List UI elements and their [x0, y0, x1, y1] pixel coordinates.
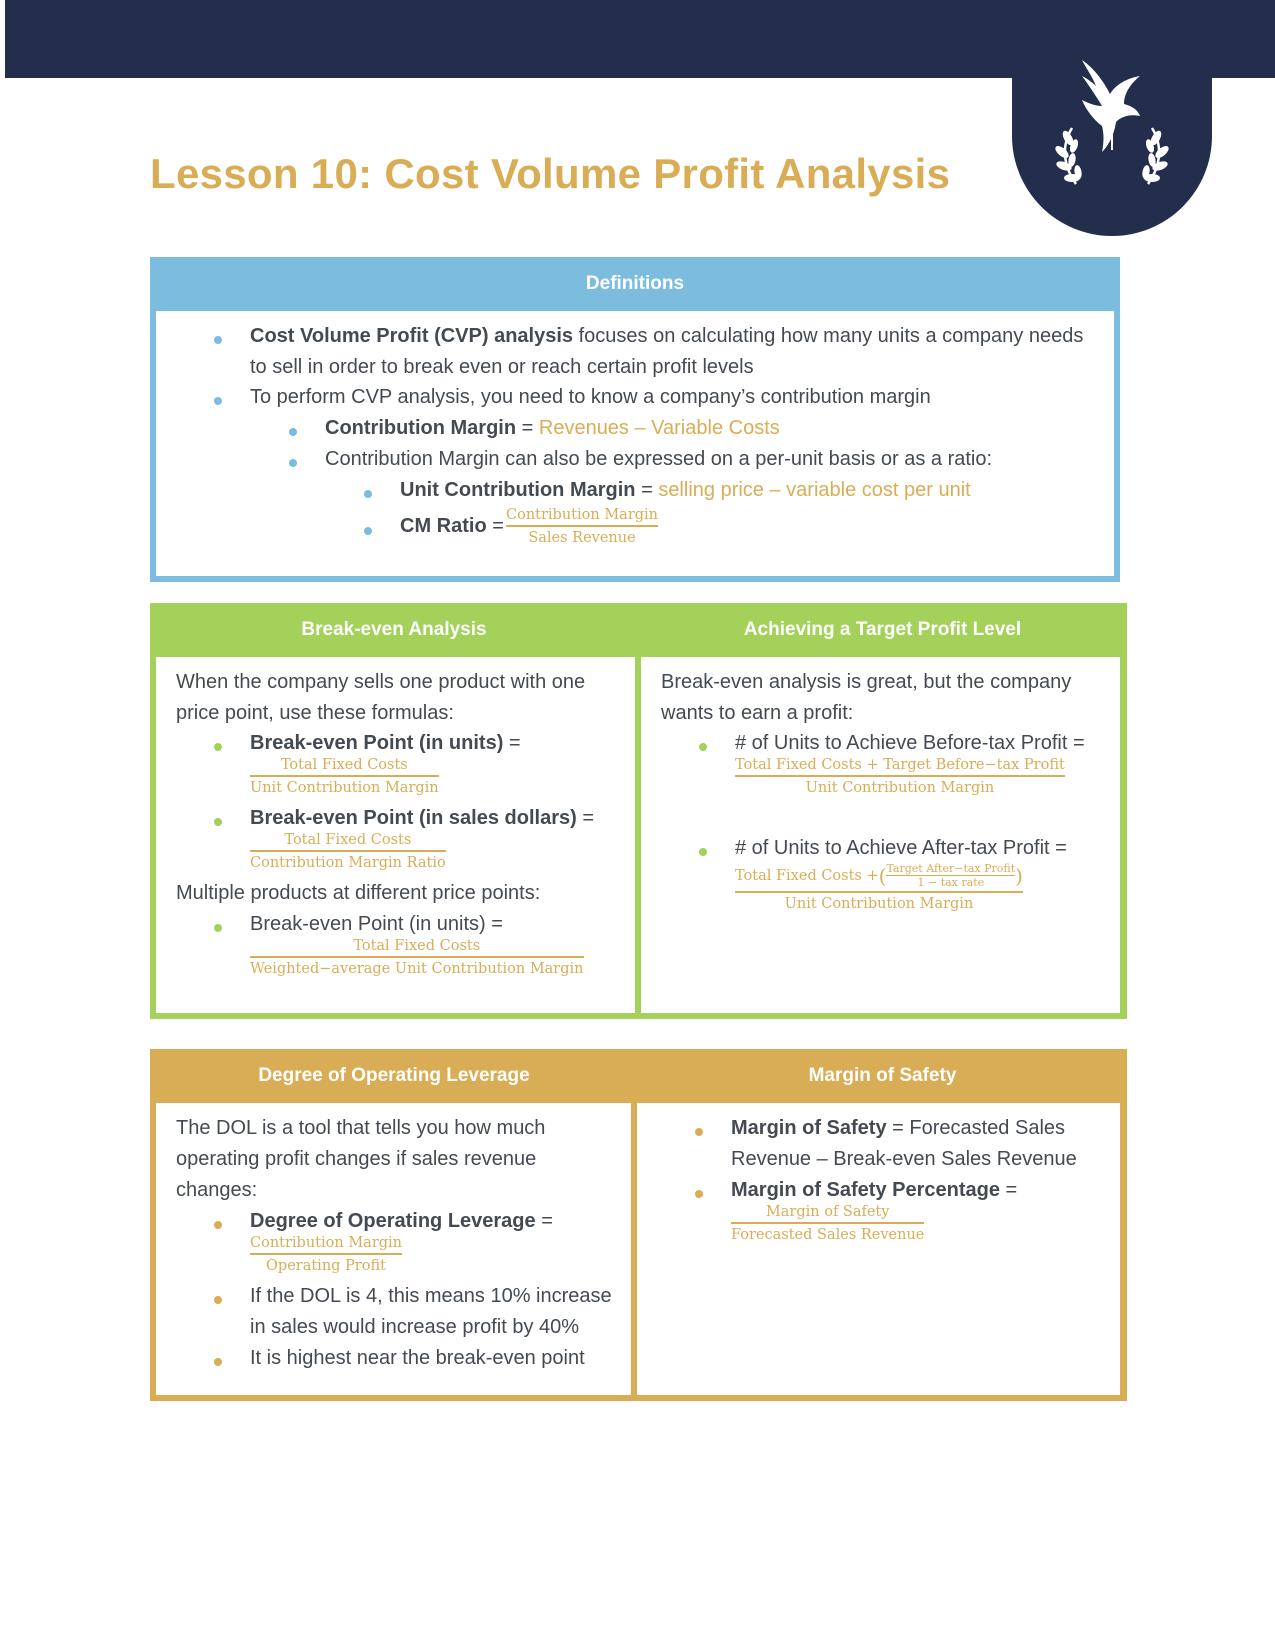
breakeven-intro: When the company sells one product with one [176, 671, 586, 693]
bullet-icon [214, 924, 222, 932]
bullet-icon [214, 1221, 222, 1229]
unit-contribution-margin-formula: Unit Contribution Margin = selling price – variable cost per unit [400, 479, 971, 501]
bullet-icon [214, 336, 222, 344]
bullet-icon [289, 459, 297, 467]
cvp-requirement: To perform CVP analysis, you need to know a company’s contribution margin [250, 386, 931, 408]
bullet-icon [214, 818, 222, 826]
cvp-definition-line2: to sell in order to break even or reach certain profit levels [250, 356, 754, 378]
dol-example-line2: in sales would increase profit by 40% [250, 1316, 580, 1338]
cm-ratio-fraction: Contribution Margin Sales Revenue [506, 507, 659, 546]
bullet-icon [289, 428, 297, 436]
bullet-icon [695, 1190, 703, 1198]
logo-badge [1012, 60, 1212, 236]
dol-highest-note: It is highest near the break-even point [250, 1347, 585, 1369]
breakeven-panel [156, 657, 635, 1013]
bullet-icon [214, 1296, 222, 1304]
dol-intro-line3: changes: [176, 1179, 258, 1201]
dol-mos-box [150, 1049, 1127, 1401]
before-tax-label: # of Units to Achieve Before-tax Profit = [735, 732, 1085, 754]
dol-panel [156, 1103, 631, 1395]
breakeven-target-box [150, 603, 1127, 1019]
page-title: Lesson 10: Cost Volume Profit Analysis [150, 150, 951, 197]
dol-intro-line2: operating profit changes if sales revenue [176, 1148, 537, 1170]
bep-dollars-fraction: Total Fixed Costs Contribution Margin Ratio [250, 832, 446, 871]
contribution-margin-alt: Contribution Margin can also be expressed on a per-unit basis or as a ratio: [325, 448, 993, 470]
contribution-margin-formula: Contribution Margin = Revenues – Variable Costs [325, 417, 780, 439]
bullet-icon [214, 743, 222, 751]
bep-units-fraction: Total Fixed Costs Unit Contribution Margin [250, 757, 439, 796]
dol-example: If the DOL is 4, this means 10% increase [250, 1285, 612, 1307]
before-tax-fraction: Total Fixed Costs + Target Before−tax Profit Unit Contribution Margin [735, 757, 1065, 796]
mos-header: Margin of Safety [808, 1065, 957, 1086]
bullet-icon [699, 743, 707, 751]
mos-formula: Margin of Safety = Forecasted Sales [731, 1117, 1066, 1139]
bullet-icon [364, 527, 372, 535]
cm-ratio-label: CM Ratio = [400, 515, 504, 537]
mos-percentage-label: Margin of Safety Percentage = [731, 1179, 1018, 1201]
target-profit-header: Achieving a Target Profit Level [743, 619, 1022, 640]
after-tax-fraction: Total Fixed Costs + ( Target After−tax Profit 1 − tax rate ) Unit Contribution Margin [735, 862, 1023, 912]
bep-units-label: Break-even Point (in units) = [250, 732, 521, 754]
bullet-icon [214, 1358, 222, 1366]
definitions-box [150, 257, 1120, 582]
target-intro-line2: wants to earn a profit: [661, 702, 854, 724]
breakeven-intro-line2: price point, use these formulas: [176, 702, 454, 724]
dol-fraction: Contribution Margin Operating Profit [250, 1235, 403, 1274]
definitions-header: Definitions [585, 273, 685, 294]
after-tax-label: # of Units to Achieve After-tax Profit = [735, 837, 1067, 859]
cvp-definition: Cost Volume Profit (CVP) analysis focuses on calculating how many units a company needs [250, 325, 1084, 347]
dol-intro: The DOL is a tool that tells you how much [176, 1117, 546, 1139]
multi-products-heading: Multiple products at different price points: [176, 882, 541, 904]
multi-bep-fraction: Total Fixed Costs Weighted−average Unit Contribution Margin [250, 938, 584, 977]
mos-panel [637, 1103, 1120, 1395]
target-profit-panel [641, 657, 1120, 1013]
bep-dollars-label: Break-even Point (in sales dollars) = [250, 807, 595, 829]
target-intro: Break-even analysis is great, but the company [661, 671, 1072, 693]
dol-formula-label: Degree of Operating Leverage = [250, 1210, 553, 1232]
bullet-icon [695, 1128, 703, 1136]
mos-percentage-fraction: Margin of Safety Forecasted Sales Revenue [731, 1204, 925, 1243]
dove-laurel-logo-icon [1012, 60, 1212, 236]
dol-header: Degree of Operating Leverage [258, 1065, 530, 1086]
bullet-icon [214, 397, 222, 405]
multi-bep-label: Break-even Point (in units) = [250, 913, 503, 935]
bullet-icon [699, 848, 707, 856]
mos-formula-line2: Revenue – Break-even Sales Revenue [731, 1148, 1077, 1170]
bullet-icon [364, 490, 372, 498]
definitions-panel [156, 311, 1114, 576]
breakeven-header: Break-even Analysis [301, 619, 487, 640]
